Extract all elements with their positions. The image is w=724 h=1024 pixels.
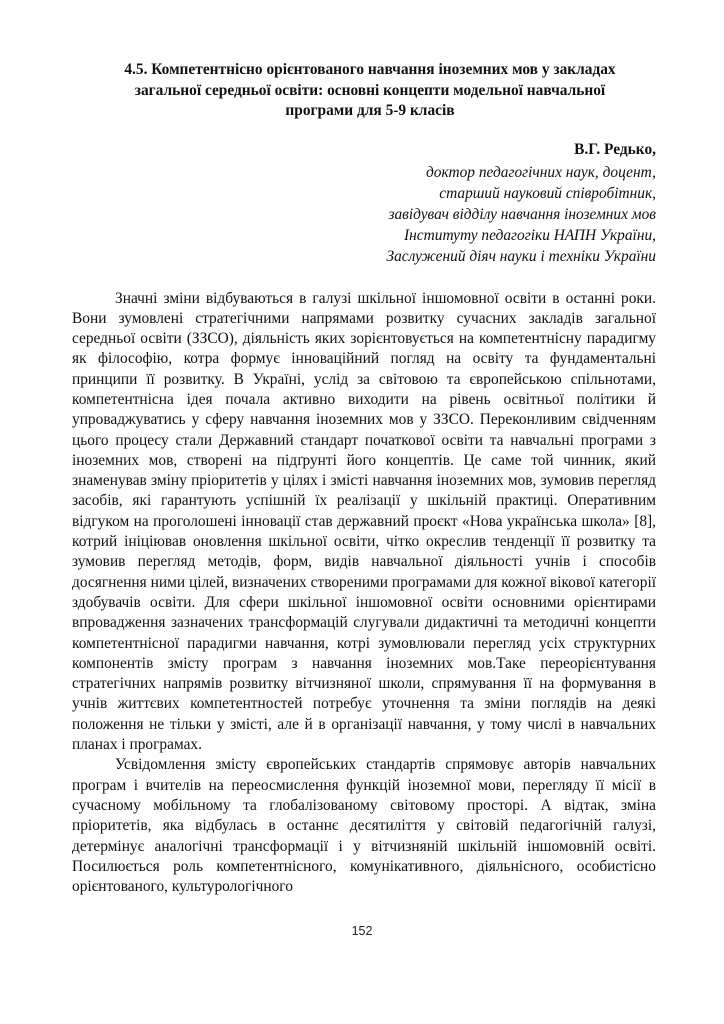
author-name: В.Г. Редько, (574, 140, 656, 158)
body-text (72, 289, 656, 898)
page-number: 152 (351, 924, 373, 938)
author-block (72, 139, 656, 267)
page-content (72, 60, 656, 897)
author-affiliation-line: старший науковий співробітник, (439, 184, 656, 202)
heading-line-2: загальної середньої освіти: основні концепти модельної навчальної (134, 81, 606, 99)
body-paragraph: Значні зміни відбуваються в галузі шкільної іншомовної освіти в останні роки. Вони зумовлені стратегічними напрямами розвитку сучасних закладів загальної середньої освіти (ЗЗСО), діяльність яких зорієнтовується на компетентнісну парадигму як філософію, котра формує інноваційний погляд на освіту та фундаментальні принципи її розвитку. В Україні, услід за світовою та європейською спільнотами, компетентнісна ідея почала активно виходити на рівень освітньої політики й упроваджуватись у сферу навчання іноземних мов у ЗЗСО. Переконливим свідченням цього процесу стали Державний стандарт початкової освіти та навчальні програми з іноземних мов, створені на підґрунті його концептів. Це саме той чинник, який знаменував зміну пріоритетів у цілях і змісті навчання іноземних мов, зумовив перегляд засобів, які гарантують успішній їх реалізації у шкільній практиці. Оперативним відгуком на проголошені інновації став державний проєкт «Нова українська школа» [8], котрий ініціював оновлення шкільної освіти, чітко окреслив тенденції її розвитку та зумовив перегляд методів, форм, видів навчальної діяльності учнів і способів досягнення ними цілей, визначених створеними програмами для кожної вікової категорії здобувачів освіти. Для сфери шкільної іншомовної освіти основними орієнтирами впровадження зазначених трансформацій слугували дидактичні та методичні концепти компетентнісної парадигми навчання, котрі зумовлювали перегляд усіх структурних компонентів змісту програм з навчання іноземних мов.Таке переорієнтування стратегічних напрямів розвитку вітчизняної школи, спрямування її на формування в учнів життєвих компетентностей потребує уточнення та зміни поглядів на деякі положення не тільки у змісті, але й в організації навчання, у тому числі в навчальних планах і програмах. (72, 289, 656, 754)
body-paragraph: Усвідомлення змісту європейських стандартів спрямовує авторів навчальних програм і вчителів на переосмислення функцій іноземної мови, перегляду її місії в сучасному мобільному та глобалізованому світовому просторі. А відтак, зміна пріоритетів, яка відбулась в останнє десятиліття у світовій педагогічній галузі, детермінує аналогічні трансформації і у вітчизняній шкільній іншомовній освіті. Посилюється роль компетентнісного, комунікативного, діяльнісного, особистісно орієнтованого, культурологічного (72, 756, 656, 896)
section-heading (72, 60, 656, 122)
author-affiliation-line: Інституту педагогіки НАПН України, (404, 226, 656, 244)
author-affiliation-line: Заслужений діяч науки і техніки України (386, 247, 656, 265)
author-affiliation-line: завідувач відділу навчання іноземних мов (388, 205, 656, 223)
author-affiliation-line: доктор педагогічних наук, доцент, (425, 163, 656, 181)
heading-line-3: програми для 5-9 класів (285, 102, 455, 119)
heading-line-1: 4.5. Компетентнісно орієнтованого навчання іноземних мов у закладах (124, 61, 616, 78)
